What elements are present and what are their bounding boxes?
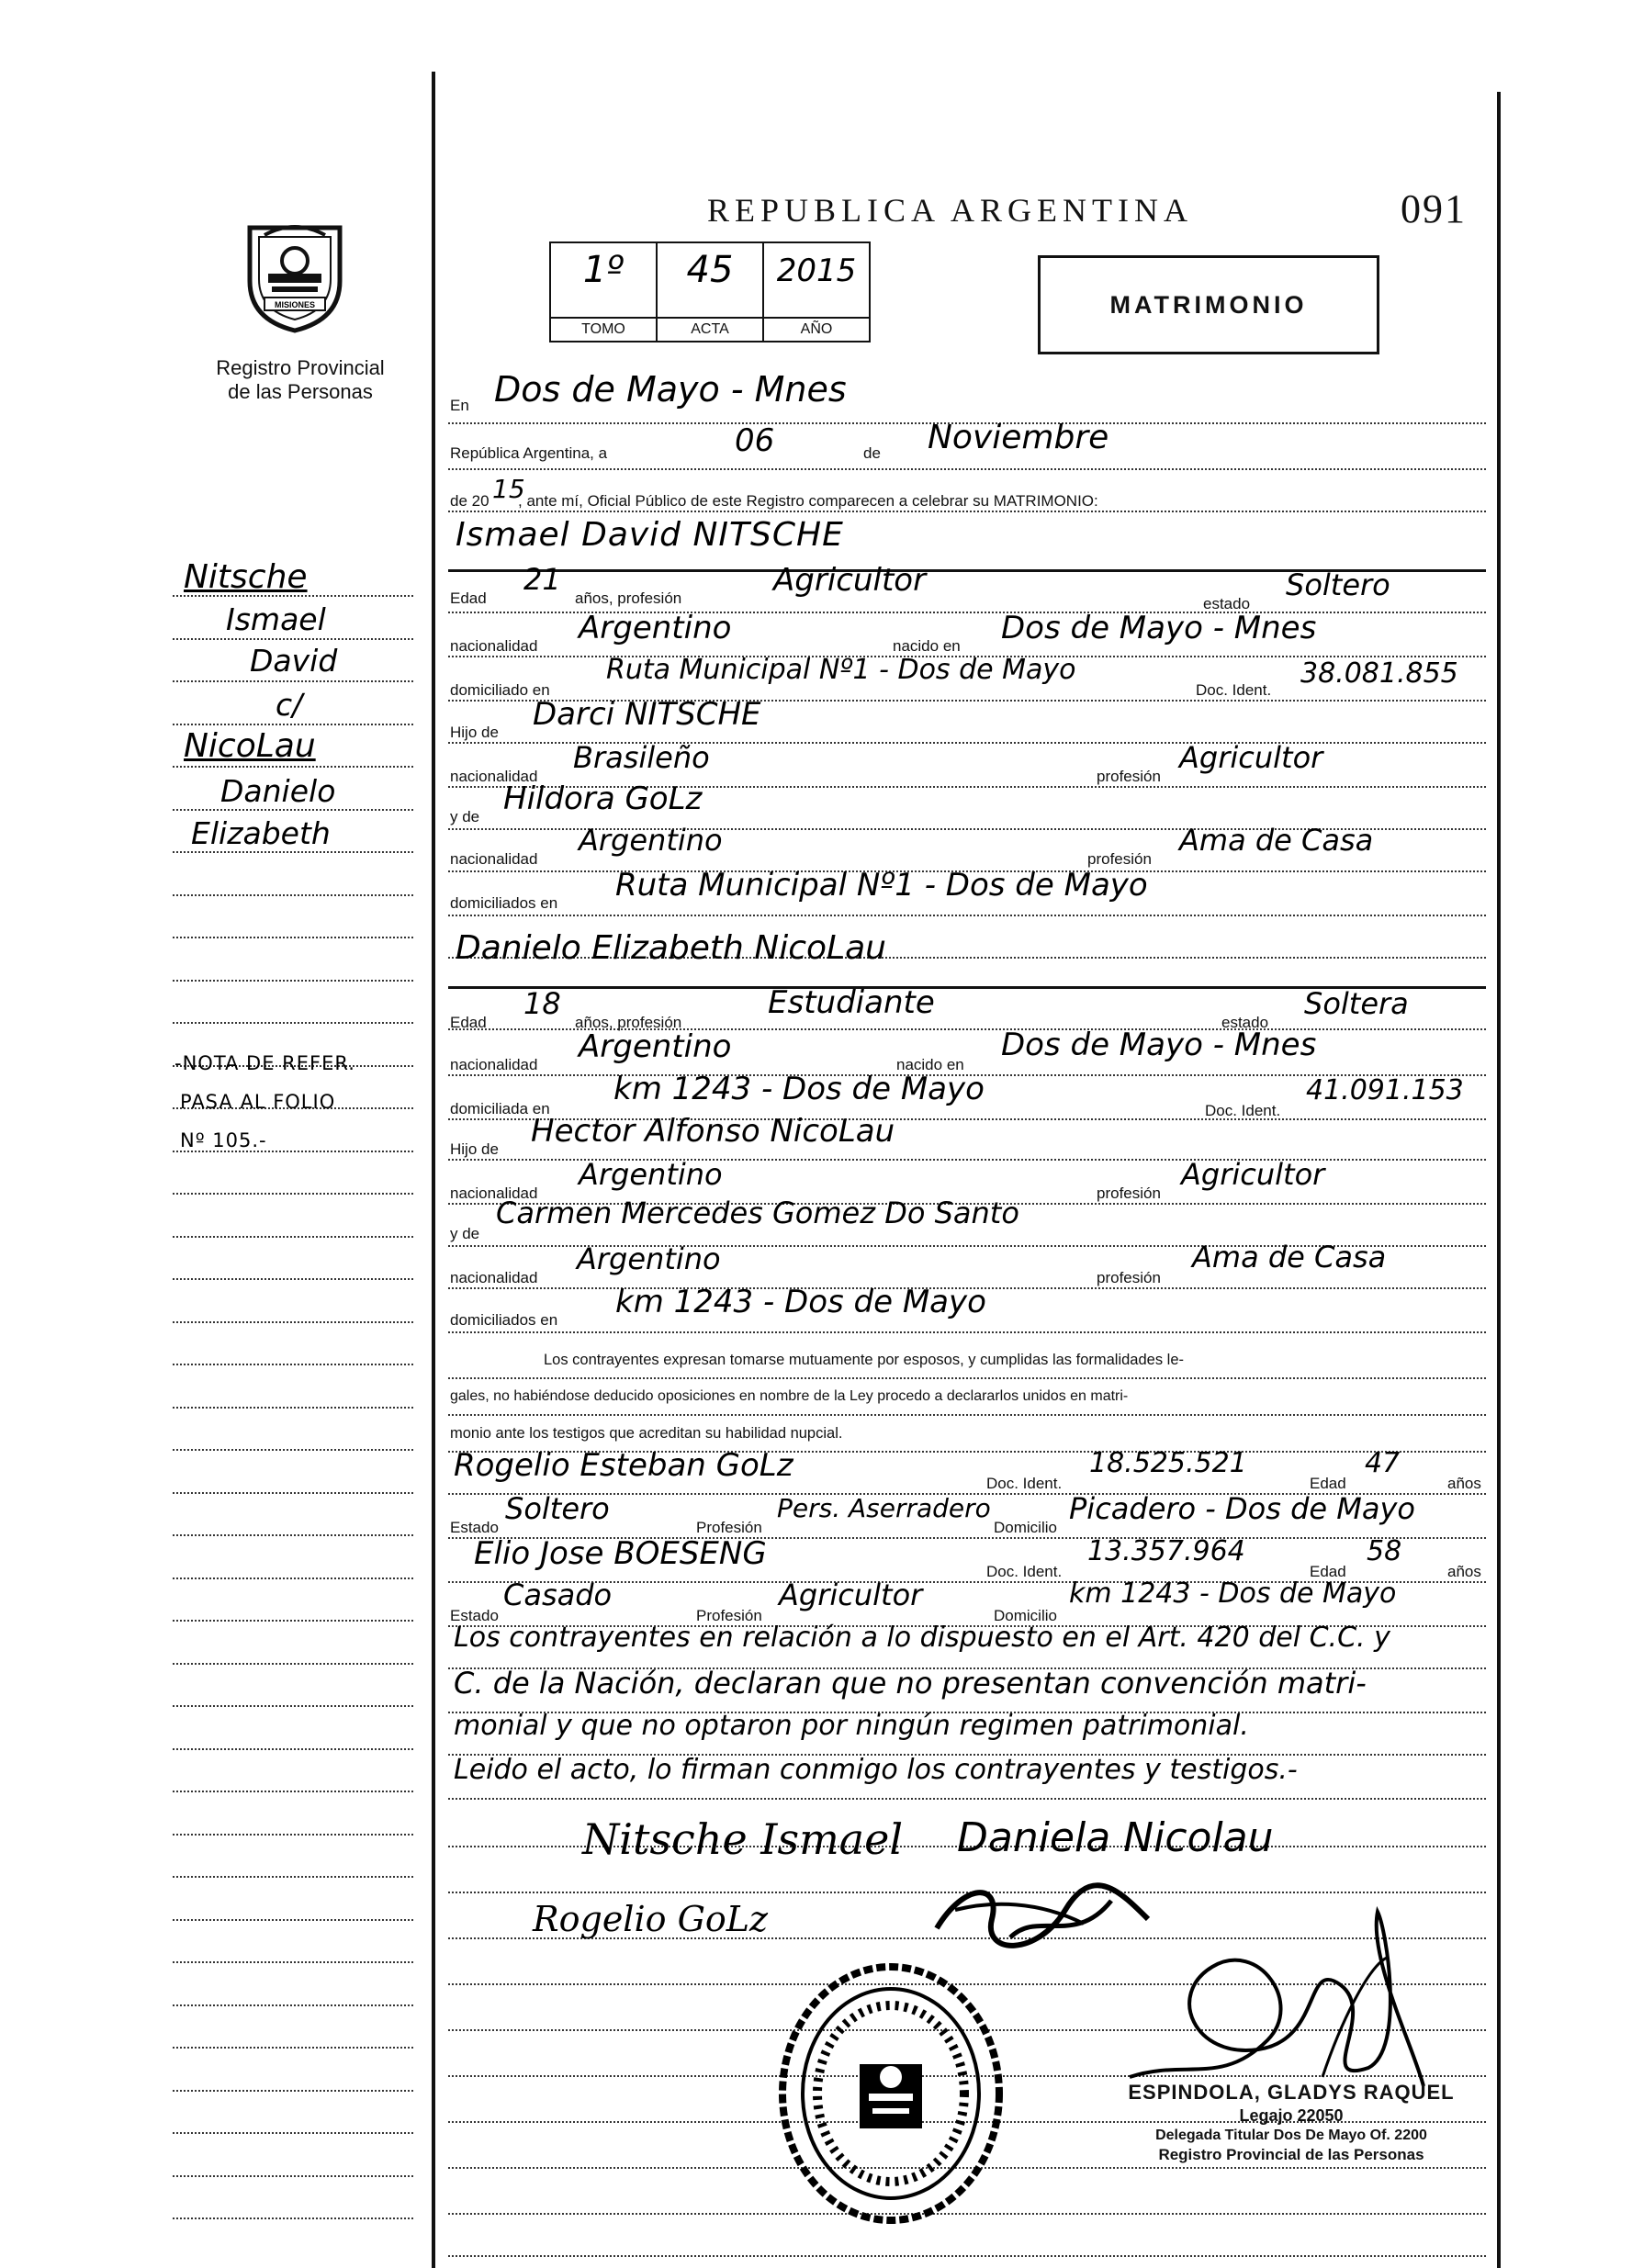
margin-ruled-line [173,1663,413,1665]
bride-profession: Estudiante [768,984,935,1021]
note-line-3: monial y que no optaron por ningún regimen patrimonial. [454,1710,1249,1742]
bride-prof-label: años, profesión [575,1014,682,1031]
margin-ruled-line [173,937,413,938]
bride-edad-label: Edad [450,1014,487,1031]
acta-value: 45 [686,249,734,291]
officer-name: ESPINDOLA, GLADYS RAQUEL [1128,2081,1455,2104]
margin-ruled-line [173,2217,413,2219]
witness1-dom-label: Domicilio [994,1519,1057,1536]
witness1-status: Soltero [505,1491,610,1526]
groom-father-prof-label: profesión [1097,768,1161,785]
groom-prof-label: años, profesión [575,589,682,607]
body-ruled-line [448,468,1486,470]
acta-box [656,241,764,342]
bride-mother-profession: Ama de Casa [1192,1240,1387,1274]
margin-ruled-line [173,1620,413,1622]
bride-mother-label: y de [450,1225,480,1242]
groom-mother-nationality: Argentino [579,823,723,858]
anio-box [762,241,871,342]
bride-age: 18 [523,986,561,1021]
groom-mother-profession: Ama de Casa [1179,823,1374,858]
margin-ruled-line [173,1577,413,1579]
witness1-prof-label: Profesión [696,1519,762,1536]
margin-ruled-line [173,2175,413,2177]
witness2-anos-label: años [1447,1563,1481,1580]
groom-doc-label: Doc. Ident. [1196,681,1272,699]
groom-mother-prof-label: profesión [1087,850,1152,868]
groom-signature: Nitsche Ismael [582,1814,904,1864]
groom-born-label: nacido en [893,637,961,655]
margin-name-bride-2: Elizabeth [191,815,331,851]
record-type: MATRIMONIO [1109,291,1308,319]
office-line2: de las Personas [228,380,373,403]
margin-ruled-line [173,1278,413,1280]
groom-doc-number: 38.081.855 [1300,657,1458,690]
witness2-estado-label: Estado [450,1607,499,1624]
witness1-doc: 18.525.521 [1089,1447,1247,1479]
bride-nationality: Argentino [579,1028,732,1065]
de-label: de [863,444,881,462]
witness1-estado-label: Estado [450,1519,499,1536]
margin-name-groom-2: David [250,643,338,679]
groom-address: Ruta Municipal Nº1 - Dos de Mayo [606,654,1076,686]
officer-block [1126,2081,1457,2164]
bride-signature: Daniela Nicolau [957,1814,1274,1861]
margin-ruled-line [173,1236,413,1238]
bride-full-name: Danielo Elizabeth NicoLau [456,929,886,967]
witness2-edad-label: Edad [1310,1563,1346,1580]
groom-father-nat-label: nacionalidad [450,768,538,785]
margin-ruled-line [173,2132,413,2134]
body-ruled-line [448,1414,1486,1416]
tomo-box [549,241,658,342]
office-name [193,356,408,404]
bride-estado-label: estado [1221,1014,1269,1031]
margin-con: c/ [276,687,303,723]
bride-dom-label: domiciliada en [450,1100,550,1117]
bride-doc-label: Doc. Ident. [1205,1102,1281,1119]
margin-ruled-line [173,1534,413,1536]
groom-age: 21 [523,562,561,597]
ceremony-day: 06 [735,422,775,459]
groom-father-name: Darci NITSCHE [533,696,761,733]
acta-label: ACTA [658,317,762,341]
note-line-2: C. de la Nación, declaran que no presentan convención matri- [454,1666,1367,1701]
body-ruled-line [448,2255,1486,2257]
margin-ruled-line [173,2090,413,2092]
margin-ruled-line [173,1407,413,1409]
witness1-doc-label: Doc. Ident. [986,1475,1063,1492]
witness1-age: 47 [1365,1447,1401,1479]
margin-ruled-line [173,1876,413,1878]
office-line1: Registro Provincial [216,356,385,379]
groom-birthplace: Dos de Mayo - Mnes [1001,610,1317,646]
official-stamp [771,1956,1010,2231]
groom-father-nationality: Brasileño [573,740,710,775]
tomo-value: 1º [582,249,625,291]
margin-ruled-line [173,766,413,768]
record-type-box [1038,255,1379,354]
witness-signature: Rogelio GoLz [533,1899,769,1939]
margin-ruled-line [173,2047,413,2049]
bride-father-name: Hector Alfonso NicoLau [531,1113,895,1150]
witness2-profession: Agricultor [779,1577,923,1612]
clause-line-2: gales, no habiéndose deducido oposiciones en nombre de la Ley procedo a declararlos unidos en matri- [450,1388,1129,1404]
witness2-doc-label: Doc. Ident. [986,1563,1063,1580]
groom-dom-label: domiciliado en [450,681,550,699]
right-page-rule [1497,92,1501,2268]
margin-ruled-line [173,638,413,640]
bride-mother-prof-label: profesión [1097,1269,1161,1286]
margin-ruled-line [173,724,413,725]
officer-statement: , ante mí, Oficial Público de este Registro comparecen a celebrar su MATRIMONIO: [518,492,1098,510]
groom-status: Soltero [1286,567,1390,602]
margin-ruled-line [173,1919,413,1921]
officer-office: Registro Provincial de las Personas [1158,2146,1424,2163]
country-title: REPUBLICA ARGENTINA [707,192,1194,229]
witness1-name: Rogelio Esteban GoLz [454,1447,793,1484]
body-ruled-line [448,915,1486,916]
ceremony-place: Dos de Mayo - Mnes [494,369,847,410]
groom-father-profession: Agricultor [1179,740,1323,775]
bride-address: km 1243 - Dos de Mayo [613,1071,985,1107]
margin-ruled-line [173,1364,413,1365]
groom-edad-label: Edad [450,589,487,607]
margin-ruled-line [173,894,413,896]
groom-nationality: Argentino [579,610,732,646]
groom-estado-label: estado [1203,595,1251,612]
margin-surname-groom: Nitsche [184,558,308,596]
margin-ruled-line [173,1705,413,1707]
body-ruled-line [448,1798,1486,1800]
margin-ruled-line [173,1321,413,1323]
groom-parents-dom-label: domiciliados en [450,894,558,912]
groom-mother-label: y de [450,808,480,825]
groom-mother-name: Hildora GoLz [503,780,703,817]
witness1-anos-label: años [1447,1475,1481,1492]
witness2-name: Elio Jose BOESENG [474,1535,767,1572]
tomo-label: TOMO [551,317,656,341]
margin-ruled-line [173,1791,413,1792]
note-line-4: Leido el acto, lo firman conmigo los contrayentes y testigos.- [454,1754,1298,1786]
bride-doc-number: 41.091.153 [1306,1074,1464,1106]
seal-emblem-icon [241,217,349,336]
bride-mother-nationality: Argentino [577,1241,721,1276]
anio-label: AÑO [764,317,869,341]
anio-value: 2015 [776,253,857,289]
bride-born-label: nacido en [896,1056,964,1073]
margin-ruled-line [173,851,413,853]
margin-ruled-line [173,1449,413,1451]
body-ruled-line [448,1377,1486,1379]
bride-status: Soltera [1304,986,1409,1021]
witness2-dom-label: Domicilio [994,1607,1057,1624]
margin-ruled-line [173,809,413,811]
bride-parents-dom-label: domiciliados en [450,1311,558,1329]
witness1-address: Picadero - Dos de Mayo [1069,1491,1415,1526]
margin-ruled-line [173,1492,413,1494]
witness2-prof-label: Profesión [696,1607,762,1624]
witness2-age: 58 [1367,1535,1402,1567]
svg-text:MISIONES: MISIONES [274,300,316,309]
margin-note-3: Nº 105.- [180,1129,267,1151]
left-page-rule [432,72,435,2268]
margin-ruled-line [173,1022,413,1024]
note-line-1: Los contrayentes en relación a lo dispuesto en el Art. 420 del C.C. y [454,1622,1390,1654]
bride-mother-nat-label: nacionalidad [450,1269,538,1286]
witness2-doc: 13.357.964 [1087,1535,1245,1567]
groom-profession: Agricultor [773,562,927,599]
bride-father-label: Hijo de [450,1140,499,1158]
groom-full-name: Ismael David NITSCHE [456,516,844,554]
margin-ruled-line [173,1834,413,1836]
officer-role: Delegada Titular Dos De Mayo Of. 2200 [1155,2128,1427,2143]
republica-label: República Argentina, a [450,444,608,462]
margin-surname-bride: NicoLau [184,727,316,765]
clause-line-1: Los contrayentes expresan tomarse mutuamente por esposos, y cumplidas las formalidades le- [544,1352,1185,1368]
margin-ruled-line [173,980,413,982]
groom-nat-label: nacionalidad [450,637,538,655]
witness2-address: km 1243 - Dos de Mayo [1069,1577,1397,1610]
bride-father-nationality: Argentino [579,1157,723,1192]
clause-line-3: monio ante los testigos que acreditan su habilidad nupcial. [450,1425,843,1442]
groom-parents-address: Ruta Municipal Nº1 - Dos de Mayo [615,867,1148,904]
margin-name-groom-1: Ismael [226,601,326,637]
margin-ruled-line [173,2004,413,2006]
ceremony-month: Noviembre [928,419,1109,456]
bride-mother-name: Carmen Mercedes Gomez Do Santo [496,1196,1019,1230]
margin-ruled-line [173,1961,413,1963]
margin-note-1: -NOTA DE REFER. [174,1052,355,1074]
body-ruled-line [448,511,1486,512]
groom-mother-nat-label: nacionalidad [450,850,538,868]
witness2-status: Casado [503,1577,613,1612]
margin-name-bride-1: Danielo [220,773,336,809]
groom-father-label: Hijo de [450,724,499,741]
bride-parents-address: km 1243 - Dos de Mayo [615,1284,986,1320]
officer-legajo: Legajo 22050 [1239,2106,1344,2125]
margin-note-2: PASA AL FOLIO [180,1091,336,1113]
bride-father-profession: Agricultor [1181,1157,1325,1192]
witness1-profession: Pers. Aserradero [777,1493,991,1523]
bride-birthplace: Dos de Mayo - Mnes [1001,1027,1317,1063]
margin-ruled-line [173,1748,413,1750]
province-seal [241,217,349,336]
witness1-edad-label: Edad [1310,1475,1346,1492]
bride-nat-label: nacionalidad [450,1056,538,1073]
bride-father-prof-label: profesión [1097,1185,1161,1202]
en-label: En [450,397,469,414]
bride-father-nat-label: nacionalidad [450,1185,538,1202]
ceremony-year: 15 [492,474,525,504]
year-prefix: de 20 [450,492,490,510]
body-ruled-line [448,1331,1486,1333]
margin-ruled-line [173,680,413,682]
margin-ruled-line [173,1193,413,1195]
folio-number: 091 [1401,186,1467,231]
